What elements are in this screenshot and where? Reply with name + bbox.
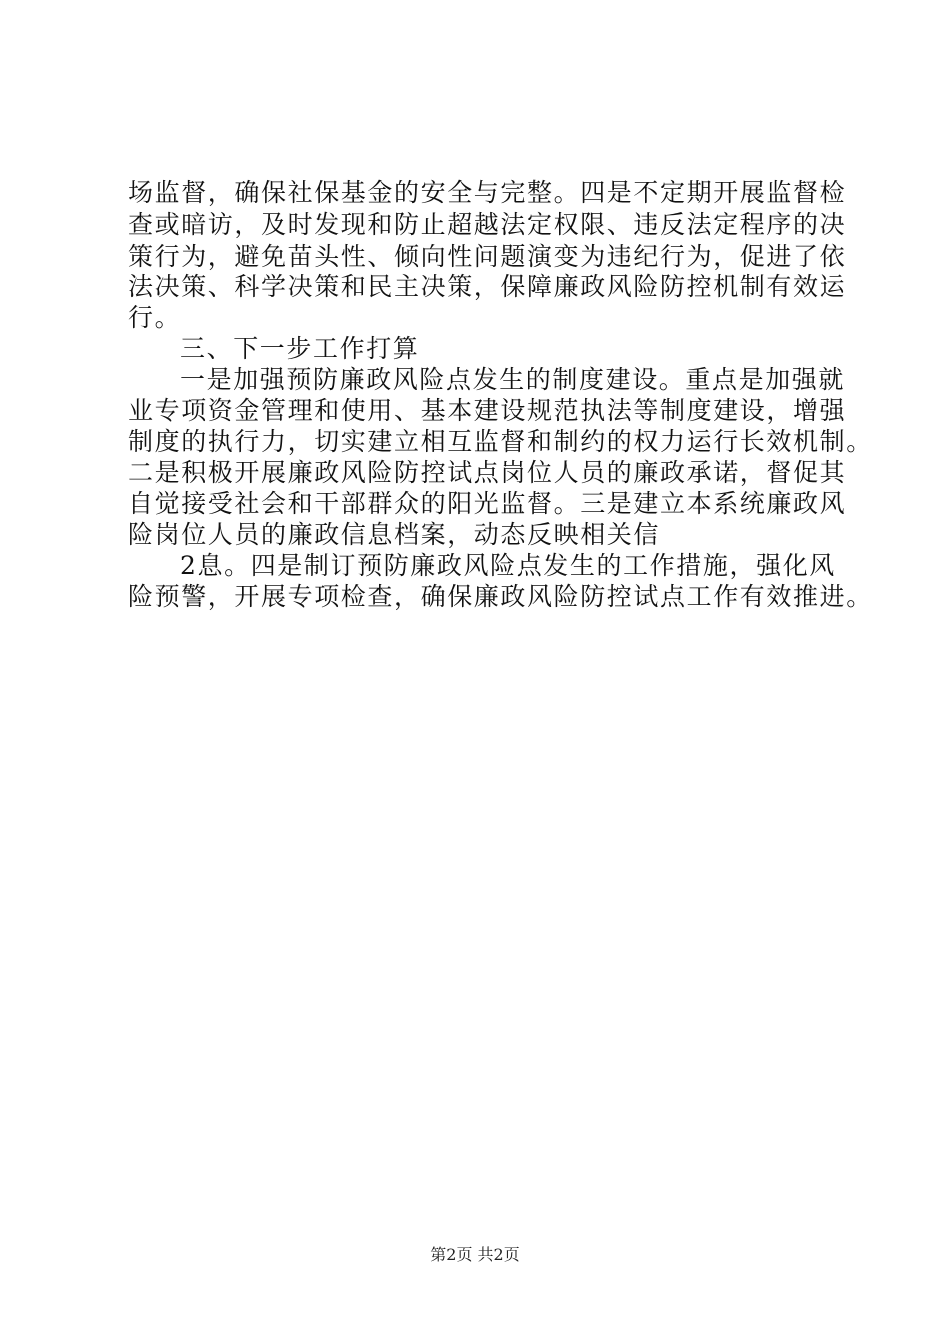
body-line: 业专项资金管理和使用、基本建设规范执法等制度建设，增强 bbox=[128, 396, 847, 425]
body-line: 场监督，确保社保基金的安全与完整。四是不定期开展监督检 bbox=[128, 178, 847, 207]
body-line: 险岗位人员的廉政信息档案，动态反映相关信 bbox=[128, 520, 661, 549]
body-line: 险预警，开展专项检查，确保廉政风险防控试点工作有效推进。 bbox=[128, 582, 873, 611]
body-line: 策行为，避免苗头性、倾向性问题演变为违纪行为，促进了依 bbox=[128, 242, 847, 271]
body-line: 自觉接受社会和干部群众的阳光监督。三是建立本系统廉政风 bbox=[128, 489, 847, 518]
body-line: 查或暗访，及时发现和防止超越法定权限、违反法定程序的决 bbox=[128, 210, 847, 239]
page-footer: 第2页 共2页 bbox=[430, 1245, 520, 1264]
body-line: 2息。四是制订预防廉政风险点发生的工作措施，强化风 bbox=[180, 551, 836, 580]
section-heading: 三、下一步工作打算 bbox=[180, 334, 420, 363]
body-line: 一是加强预防廉政风险点发生的制度建设。重点是加强就 bbox=[180, 365, 846, 394]
body-line: 法决策、科学决策和民主决策，保障廉政风险防控机制有效运 bbox=[128, 272, 847, 301]
body-line: 二是积极开展廉政风险防控试点岗位人员的廉政承诺，督促其 bbox=[128, 458, 847, 487]
body-line: 制度的执行力，切实建立相互监督和制约的权力运行长效机制。 bbox=[128, 427, 873, 456]
body-line: 行。 bbox=[128, 303, 182, 332]
